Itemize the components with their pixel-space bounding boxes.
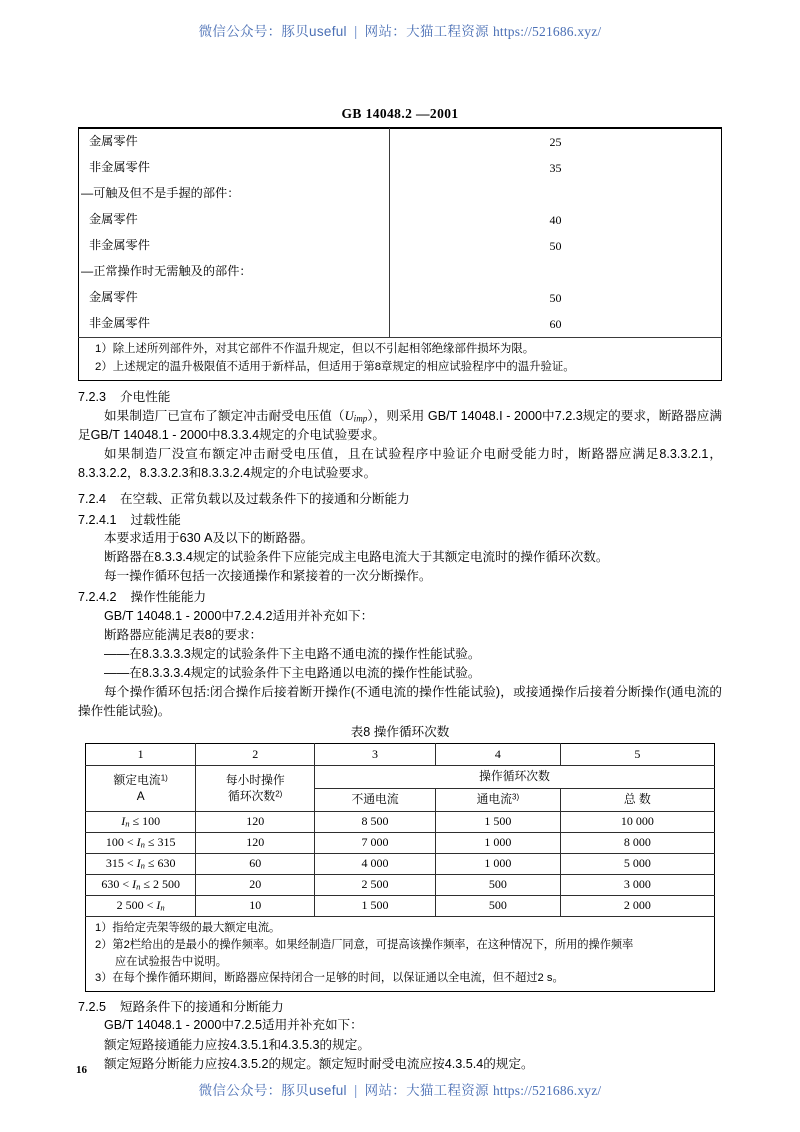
table-row [79,155,722,181]
table8-cell-ops-per-hour: 10 [196,896,315,917]
temp-rise-value: 60 [390,311,722,338]
table-row [79,259,722,285]
section-heading-7-2-4-2 [78,588,722,606]
table8-body [86,744,715,992]
temp-rise-value: 50 [390,233,722,259]
paragraph-7-2-4-1-2: 断路器在8.3.3.4规定的试验条件下应能完成主电路电流大于其额定电流时的操作循环次数。 [104,550,609,565]
table8-cell-current: 315 < In ≤ 630 [86,854,196,875]
watermark-bottom [0,1079,800,1099]
watermark-wechat-label: 微信公众号：豚贝useful [198,24,347,39]
list-item-7-2-4-2-b: ——在8.3.3.3.4规定的试验条件下主电路通以电流的操作性能试验。 [104,666,481,681]
paragraph-7-2-4-1-3: 每一操作循环包括一次接通操作和紧接着的一次分断操作。 [104,569,432,584]
table8-cell-total: 3 000 [560,875,714,896]
footnote-marker: 3) [512,793,520,803]
temp-rise-label: 非金属零件 [79,233,390,259]
watermark-site-label: 网站：大猫工程资源 [364,1083,489,1098]
table-row [79,207,722,233]
table8-cell-no-current: 8 500 [315,812,436,833]
table8-header-text: 循环次数 [228,788,276,803]
table8-colnum: 5 [560,744,714,766]
table8-header-text: 额定电流 [113,773,161,788]
table8-cell-total: 8 000 [560,833,714,854]
table8-header-total: 总 数 [560,789,714,812]
temp-rise-value: 40 [390,207,722,233]
footnote-line: 3）在每个操作循环期间，断路器应保持闭合一足够的时间，以保证通以全电流，但不超过2 s。 [95,972,564,985]
table-row [79,233,722,259]
footnote-line: 1）指给定壳架等级的最大额定电流。 [95,922,281,935]
temp-rise-value: 50 [390,285,722,311]
document-body [78,128,722,1074]
table8-cell-current: 2 500 < In [86,896,196,917]
page-header-title: GB 14048.2 —2001 [341,106,459,121]
table-row [86,854,715,875]
table8-cell-current: In ≤ 100 [86,812,196,833]
temperature-rise-table [78,128,722,338]
table8-cell-with-current: 500 [436,875,561,896]
temp-rise-group-label: —正常操作时无需触及的部件： [79,259,390,285]
section-title: 介电性能 [120,390,171,405]
symbol-uimp-subscript: imp [353,413,368,424]
table8-footnotes [86,917,715,992]
section-title: 在空载、正常负载以及过载条件下的接通和分断能力 [120,492,410,507]
paragraph-7-2-5-2: 额定短路接通能力应按4.3.5.1和4.3.5.3的规定。 [104,1037,370,1052]
section-number: 7.2.4 [78,492,107,507]
table-row [79,129,722,156]
paragraph-7-2-4-2-1: GB/T 14048.1 - 2000中7.2.4.2适用并补充如下： [104,608,374,623]
table8-cell-ops-per-hour: 120 [196,812,315,833]
table8-footnote-row [86,917,715,992]
section-heading-7-2-4 [78,490,722,508]
table8-colnum: 3 [315,744,436,766]
symbol-uimp: U [344,408,354,423]
temp-rise-value: 35 [390,155,722,181]
section-heading-7-2-3 [78,388,722,406]
table8-cell-total: 10 000 [560,812,714,833]
temp-rise-value [390,181,722,207]
section-heading-7-2-5 [78,998,722,1016]
section-title: 操作性能能力 [130,590,207,605]
watermark-wechat-label: 微信公众号：豚贝useful [198,1083,347,1098]
table8-cell-ops-per-hour: 60 [196,854,315,875]
table8-colnum: 4 [436,744,561,766]
paragraph-7-2-5-1: GB/T 14048.1 - 2000中7.2.5适用并补充如下： [104,1018,363,1033]
table8-header-rated-current-unit: A [136,788,145,803]
table8-cell-with-current: 1 000 [436,833,561,854]
page-number: 16 [76,1064,87,1076]
footnote-marker: 2) [275,789,283,799]
temp-rise-label: 非金属零件 [79,311,390,338]
temp-rise-group-label: —可触及但不是手握的部件： [79,181,390,207]
watermark-separator: | [353,24,358,39]
table8-cell-ops-per-hour: 120 [196,833,315,854]
section-title: 短路条件下的接通和分断能力 [120,1000,284,1015]
temperature-rise-footnotes [78,338,722,381]
table8-header-no-current: 不通电流 [315,789,436,812]
temperature-rise-table-body [79,129,722,338]
table8-header-row-1 [86,766,715,789]
table8-column-number-row [86,744,715,766]
list-item-7-2-4-2-a: ——在8.3.3.3.3规定的试验条件下主电路不通电流的操作性能试验。 [104,646,481,661]
paragraph-7-2-4-1-1: 本要求适用于630 A及以下的断路器。 [104,530,314,545]
table8-cell-with-current: 1 500 [436,812,561,833]
section-number: 7.2.4.2 [78,590,117,605]
table8-cell-with-current: 500 [436,896,561,917]
table8-cell-no-current: 4 000 [315,854,436,875]
table8-colnum: 1 [86,744,196,766]
paragraph-7-2-3-1: 如果制造厂已宣布了额定冲击耐受电压值（Uimp），则采用 GB/T 14048.I - 2000中7.2.3规定的要求，断路器应满足GB/T 14048.1 - 2000中8.3.3.4规定的介电试验要求。 [78,408,723,443]
section-title: 过载性能 [130,512,181,527]
footnote-marker: 1) [160,773,168,783]
table8-cell-total: 5 000 [560,854,714,875]
table8-cell-with-current: 1 000 [436,854,561,875]
table8-cell-total: 2 000 [560,896,714,917]
table8-cell-no-current: 1 500 [315,896,436,917]
temp-rise-label: 金属零件 [79,129,390,156]
table8-cell-current: 630 < In ≤ 2 500 [86,875,196,896]
table-row [79,311,722,338]
footnote-line: 1）除上述所列部件外，对其它部件不作温升规定，但以不引起相邻绝缘部件损坏为限。 [95,343,535,355]
footnote-line-continuation: 应在试验报告中说明。 [115,955,227,968]
table8-header-ops-per-hour [196,766,315,812]
watermark-separator: | [353,1083,358,1098]
watermark-url: https://521686.xyz/ [492,24,602,39]
temp-rise-label: 金属零件 [79,285,390,311]
paragraph-7-2-4-2-closing: 每个操作循环包括:闭合操作后接着断开操作(不通电流的操作性能试验)，或接通操作后接着分断操作(通电流的操作性能试验)。 [78,685,722,719]
table8-header-text: 通电流 [476,792,513,807]
footnote-line: 2）第2栏给出的是最小的操作频率。如果经制造厂同意，可提高该操作频率，在这种情况下，所用的操作频率 [95,938,634,951]
footnote-line: 2）上述规定的温升极限值不适用于新样品，但适用于第8章规定的相应试验程序中的温升验证。 [95,360,575,373]
table8-cell-no-current: 7 000 [315,833,436,854]
watermark-url: https://521686.xyz/ [492,1083,602,1098]
section-heading-7-2-4-1 [78,511,722,529]
table8-colnum: 2 [196,744,315,766]
watermark-site-label: 网站：大猫工程资源 [364,24,489,39]
table8-header-with-current [436,789,561,812]
table8-header-ops-line2 [198,789,312,804]
table8-operating-cycles [85,743,715,992]
paragraph-7-2-3-2: 如果制造厂没宣布额定冲击耐受电压值，且在试验程序中验证介电耐受能力时，断路器应满足8.3.3.2.1，8.3.3.2.2，8.3.3.2.3和8.3.3.2.4规定的介电试验要求。 [78,447,722,481]
paragraph-7-2-5-3: 额定短路分断能力应按4.3.5.2的规定。额定短时耐受电流应按4.3.5.4的规定。 [104,1056,534,1071]
table-row [79,181,722,207]
temp-rise-value: 25 [390,129,722,156]
table8-header-rated-current [86,766,196,812]
table8-cell-current: 100 < In ≤ 315 [86,833,196,854]
table-row [86,812,715,833]
table-row [86,896,715,917]
table8-caption: 表8 操作循环次数 [350,725,450,740]
table-row [79,285,722,311]
table8-cell-no-current: 2 500 [315,875,436,896]
table-row [86,833,715,854]
temp-rise-label: 非金属零件 [79,155,390,181]
table8-header-group-operating-cycles: 操作循环次数 [315,766,715,789]
section-number: 7.2.5 [78,1000,107,1015]
section-number: 7.2.3 [78,390,107,405]
table8-header-ops-line1: 每小时操作 [225,773,285,788]
table-row [86,875,715,896]
table8-header-rated-current-line1 [88,773,193,788]
section-number: 7.2.4.1 [78,512,117,527]
temp-rise-label: 金属零件 [79,207,390,233]
paragraph-7-2-4-2-2: 断路器应能满足表8的要求： [104,627,263,642]
table8-cell-ops-per-hour: 20 [196,875,315,896]
temp-rise-value [390,259,722,285]
watermark-top [0,20,800,40]
